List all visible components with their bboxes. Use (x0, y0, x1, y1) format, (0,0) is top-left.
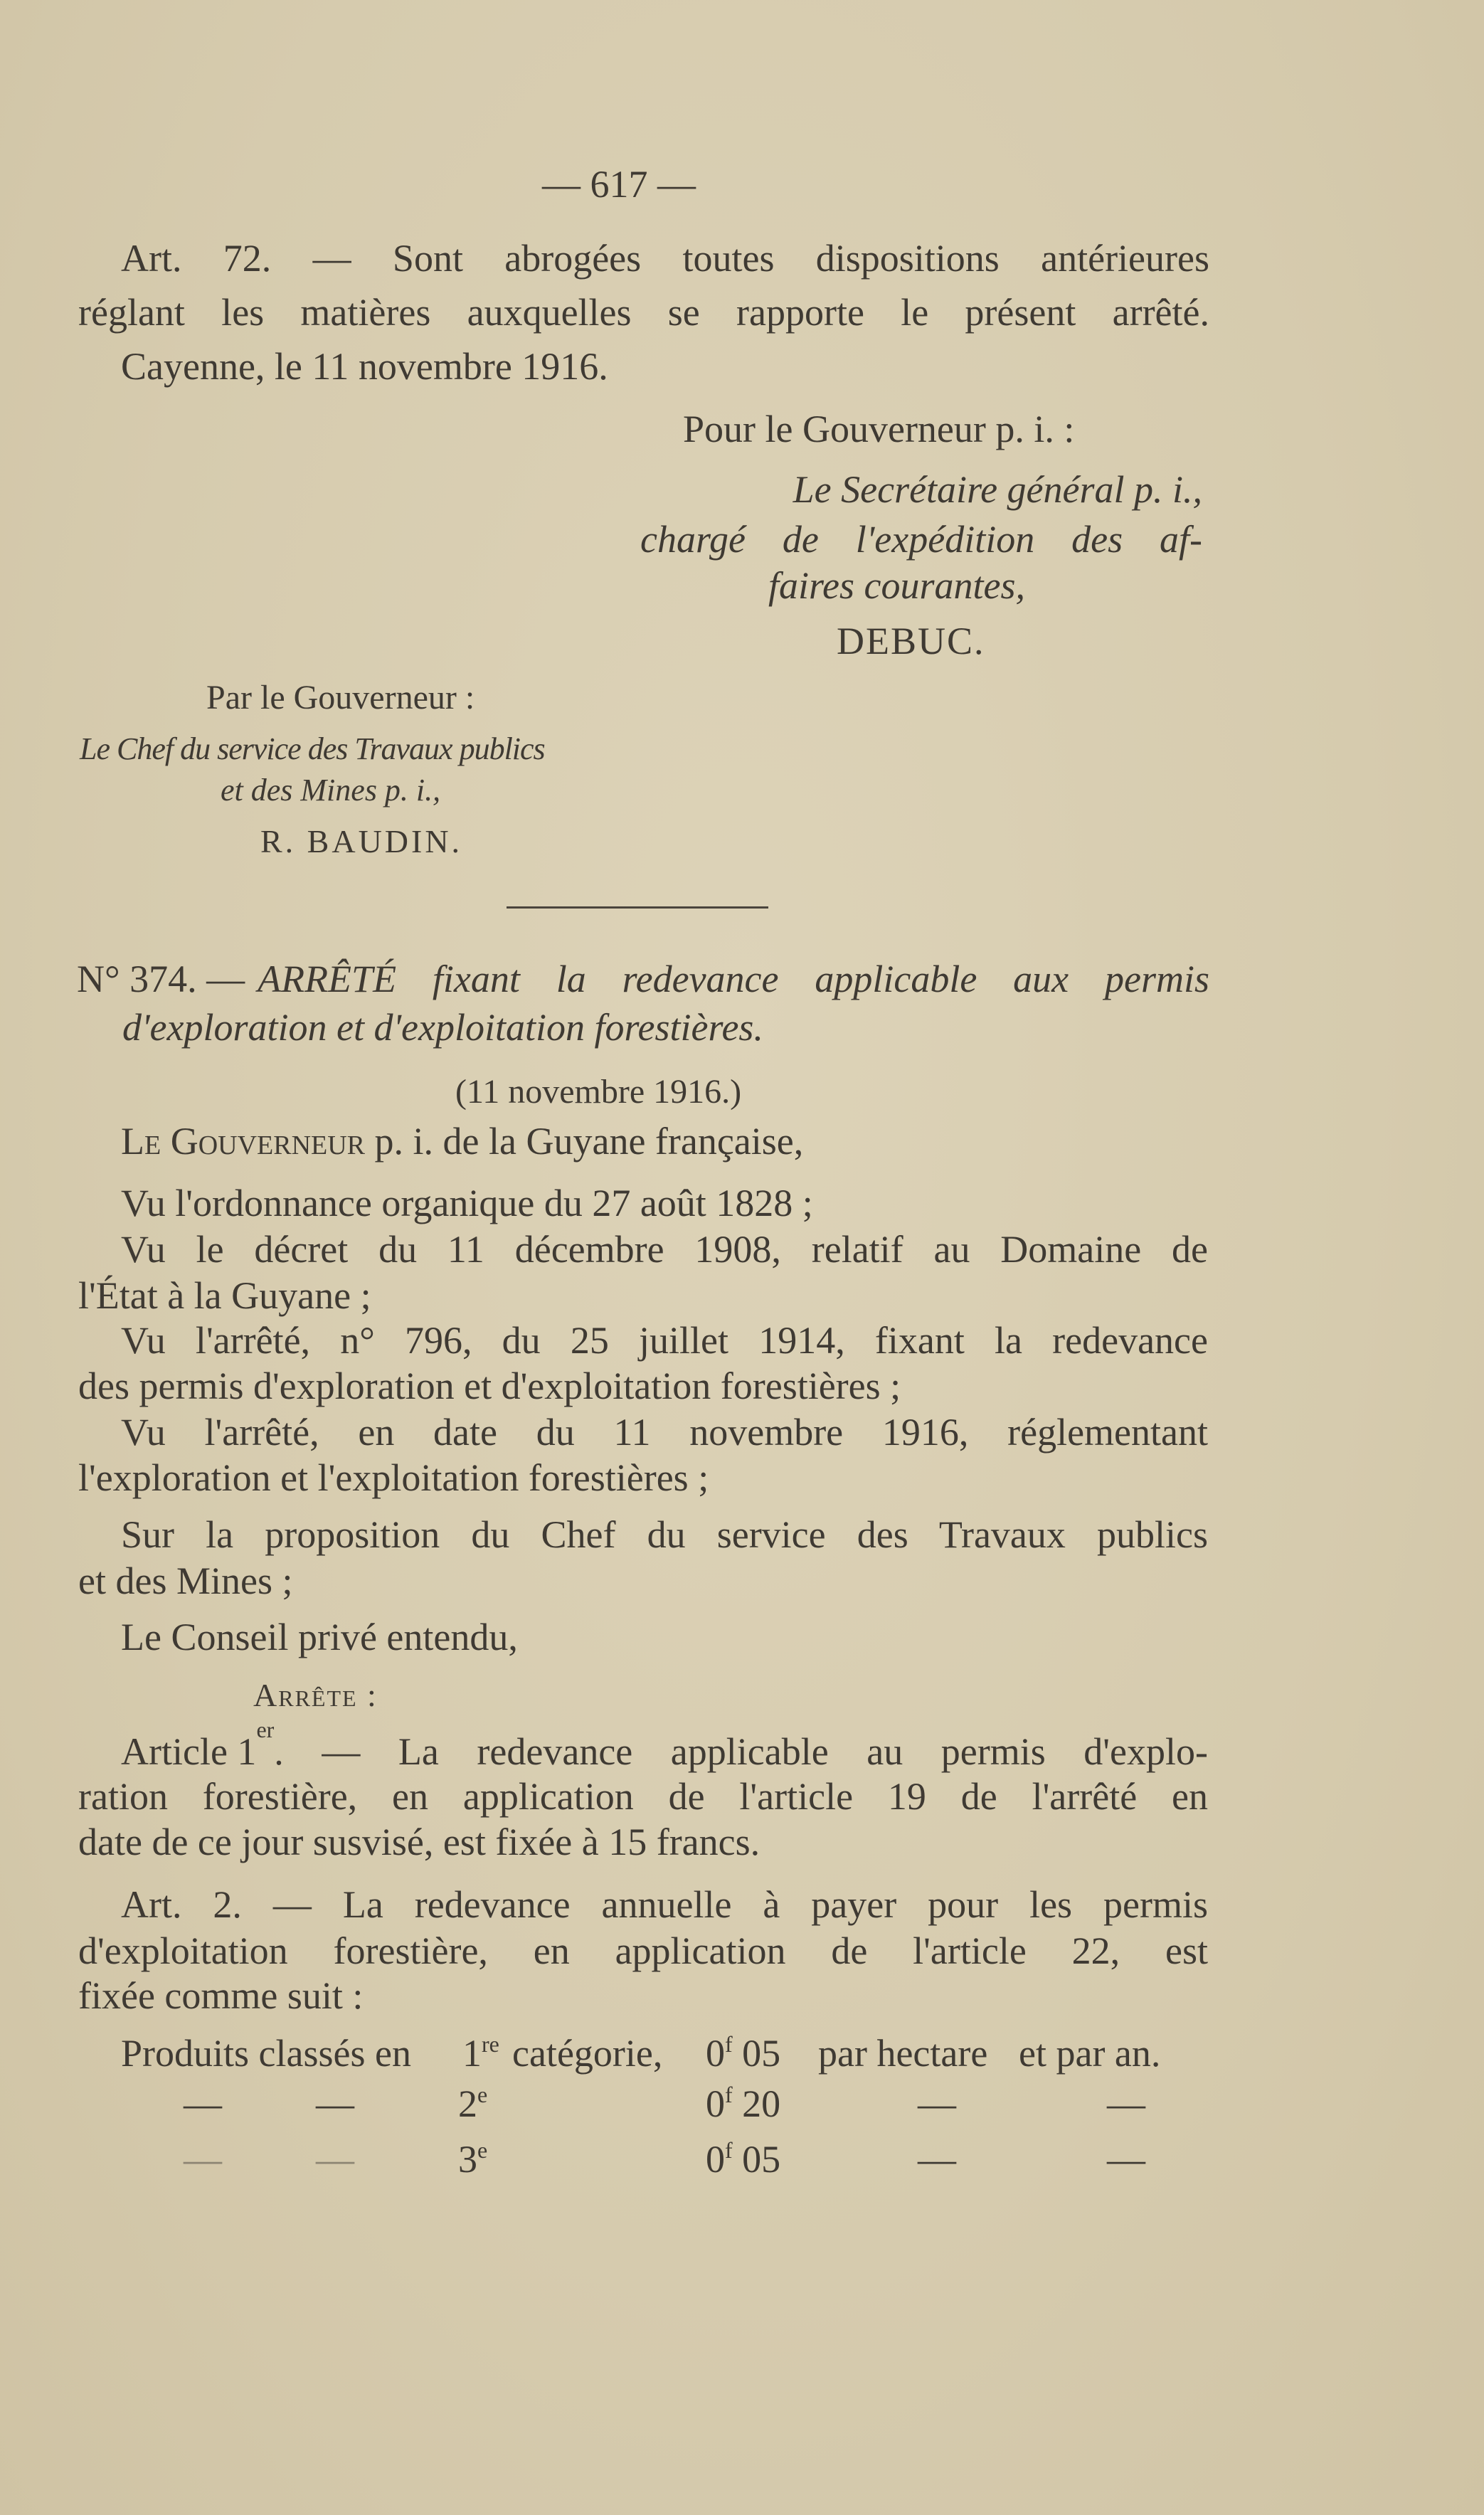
products-row-1-price-int: 0 (706, 2032, 725, 2075)
products-row-2-class-number: 2 (458, 2082, 477, 2125)
products-row-3-unit-2: — (1107, 2138, 1145, 2181)
products-row-3-class-sup: e (477, 2137, 488, 2163)
article-2-line-2: d'exploitation forestière, en application de l'article 22, est (78, 1929, 1208, 1972)
products-row-1-class (462, 2031, 499, 2075)
decree-date: (11 novembre 1916.) (455, 1073, 742, 1111)
decree-number: N° 374. — (77, 958, 245, 1000)
vu-2-line-1: Vu le décret du 11 décembre 1908, relatif au Domaine de (121, 1228, 1208, 1271)
products-row-3-dash-1: — (184, 2138, 222, 2181)
products-row-3-unit-1: — (918, 2138, 956, 2181)
article-72-line-2: réglant les matières auxquelles se rapporte le présent arrêté. (78, 291, 1209, 334)
vu-1: Vu l'ordonnance organique du 27 août 1828 ; (121, 1182, 813, 1224)
products-row-2-price-int: 0 (706, 2082, 725, 2125)
vu-3-line-1: Vu l'arrêté, n° 796, du 25 juillet 1914, fixant la redevance (121, 1319, 1208, 1362)
article-1-label: Article 1 (121, 1730, 257, 1773)
vu-3-line-2: des permis d'exploration et d'exploitation forestières ; (78, 1365, 901, 1407)
products-row-2-unit-1: — (918, 2082, 956, 2125)
products-row-1-unit-1: par hectare (818, 2032, 988, 2075)
products-row-2-dash-1: — (184, 2082, 222, 2125)
article-1-line-2: ration forestière, en application de l'article 19 de l'arrêté en (78, 1775, 1208, 1818)
products-row-3-price (706, 2137, 780, 2181)
decree-heading-line-1 (77, 957, 1209, 1001)
products-row-1-unit-2: et par an. (1019, 2032, 1161, 2075)
products-row-1-price-sup: f (725, 2031, 733, 2057)
sur-line-1: Sur la proposition du Chef du service des Travaux publics (121, 1513, 1208, 1556)
article-2-line-3: fixée comme suit : (78, 1974, 364, 2017)
by-governor: Par le Gouverneur : (206, 679, 475, 716)
conseil-line: Le Conseil privé entendu, (121, 1616, 518, 1658)
products-row-2-class (458, 2082, 487, 2126)
secretary-title-line-3: faires courantes, (768, 564, 1025, 607)
decree-title-line-2: d'exploration et d'exploitation forestières. (122, 1006, 763, 1049)
vu-4-line-1: Vu l'arrêté, en date du 11 novembre 1916, réglementant (121, 1411, 1208, 1454)
products-row-3-price-sup: f (725, 2137, 733, 2163)
governor-line (121, 1119, 803, 1163)
governor-rest: p. i. de la Guyane française, (374, 1120, 804, 1163)
chief-name: R. BAUDIN. (260, 823, 463, 859)
article-2-line-1: Art. 2. — La redevance annuelle à payer pour les permis (121, 1883, 1208, 1926)
page-number: — 617 — (542, 163, 696, 206)
products-row-1-price-rest: 05 (732, 2032, 781, 2075)
products-row-1-price (706, 2031, 780, 2075)
products-row-1-category: catégorie, (512, 2032, 663, 2075)
separator-rule (507, 906, 768, 909)
place-date: Cayenne, le 11 novembre 1916. (121, 345, 608, 388)
article-1-line-1 (121, 1717, 1208, 1774)
products-row-3-class-number: 3 (458, 2138, 477, 2181)
products-row-2-price-sup: f (725, 2082, 733, 2107)
article-1-sup: er (256, 1717, 275, 1742)
products-row-3-price-rest: 05 (732, 2138, 781, 2181)
article-1-line-3: date de ce jour susvisé, est fixée à 15 francs. (78, 1821, 760, 1863)
chief-title-line-1: Le Chef du service des Travaux publics (80, 731, 545, 766)
arrete-label: Arrête : (253, 1677, 378, 1713)
secretary-title-line-1: Le Secrétaire général p. i., (793, 468, 1202, 511)
products-row-1-class-number: 1 (462, 2032, 482, 2075)
sur-line-2: et des Mines ; (78, 1560, 293, 1602)
products-row-2-price (706, 2082, 780, 2126)
governor-label: Le Gouverneur (121, 1120, 366, 1163)
products-row-2-unit-2: — (1107, 2082, 1145, 2125)
products-row-2-dash-2: — (316, 2082, 354, 2125)
article-72-line-1: Art. 72. — Sont abrogées toutes dispositions antérieures (121, 237, 1209, 280)
products-row-2-class-sup: e (477, 2082, 488, 2107)
secretary-title-line-2: chargé de l'expédition des af- (640, 518, 1202, 561)
products-row-3-dash-2: — (316, 2138, 354, 2181)
products-row-1-label: Produits classés en (121, 2032, 411, 2075)
products-row-2-price-rest: 20 (732, 2082, 781, 2125)
decree-title-line-1: ARRÊTÉ fixant la redevance applicable aux permis (258, 958, 1209, 1000)
vu-2-line-2: l'État à la Guyane ; (78, 1274, 371, 1317)
secretary-name: DEBUC. (837, 620, 985, 662)
products-row-3-class (458, 2137, 487, 2181)
products-row-3-price-int: 0 (706, 2138, 725, 2181)
products-row-1-class-sup: re (482, 2031, 499, 2057)
chief-title-line-2: et des Mines p. i., (221, 773, 441, 808)
article-1-rest: . — La redevance applicable au permis d'explo- (274, 1730, 1208, 1773)
for-governor: Pour le Gouverneur p. i. : (683, 408, 1075, 450)
vu-4-line-2: l'exploration et l'exploitation forestières ; (78, 1456, 709, 1499)
